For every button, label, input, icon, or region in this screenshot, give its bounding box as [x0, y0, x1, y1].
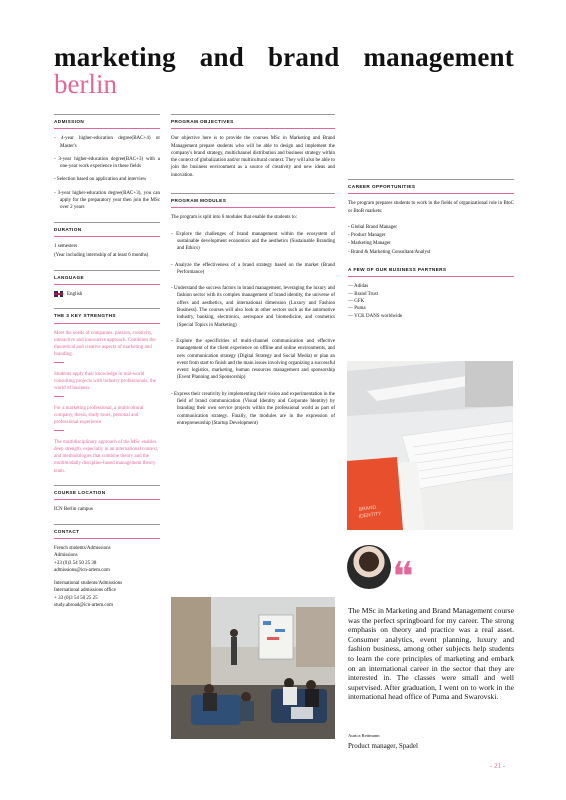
partner-item: — GFK [348, 298, 365, 304]
section-heading: CONTACT [54, 524, 160, 539]
language-value [54, 291, 160, 298]
partner-item: — Adidas [348, 284, 369, 290]
testimonial-text: The MSc in Marketing and Brand Management course was the perfect springboard for my career. The strong emphasis on theory and practice was a real asset. Consumer analytics, event planning, luxury and fashion business, among other subjects help students to learn the core principles of marketing and embark on an international career in the sector that they are interested in. The classes were small and well supervised. After graduation, I went on to work in the international head office of Puma and Swarovski. [348, 606, 514, 702]
divider [54, 396, 64, 397]
title-word: management [363, 42, 514, 72]
admission-section [54, 114, 160, 212]
section-heading: COURSE LOCATION [54, 485, 160, 500]
section-heading: ADMISSION [54, 114, 160, 129]
partner-item: — VCK DANS worldwide [348, 313, 403, 319]
testimonial-author: Aurica Reitmann [348, 733, 380, 738]
contact-line: French students/Admissions [54, 545, 111, 551]
partner-item: — Brand Trust [348, 291, 379, 297]
section-heading: PROGRAM MODULES [171, 193, 335, 208]
classroom-photo [171, 597, 335, 739]
career-item: - Global Brand Manager [348, 224, 398, 230]
classroom-illustration [171, 597, 335, 739]
list-item: - 3-year higher-education degree(BAC+3), you can apply for the preparatory year then join the MSc over 2 years [54, 190, 160, 211]
laptop-brand-book-photo [347, 361, 513, 530]
contact-line: Admissions [54, 553, 78, 559]
careers-intro: The program prepares students to work in the fields of organizational role in BtoC or BtoB markets: [348, 201, 514, 214]
page-subtitle: berlin [54, 69, 117, 99]
careers-section [348, 179, 514, 256]
right-column [348, 179, 514, 330]
career-item: - Product Manager [348, 233, 386, 239]
strengths-section [54, 308, 160, 475]
strength-item [54, 439, 160, 475]
contact-line: + 33 (0)3 54 50 25 25 [54, 595, 98, 601]
list-item: - 4-year higher-education degree(BAC+4) or Master's [54, 136, 160, 149]
divider [54, 430, 64, 431]
contact-email[interactable]: study.abroad@icn-artem.com [54, 603, 113, 609]
career-item: - Marketing Manager [348, 241, 391, 247]
list-item: - 3-year higher-education degree(BAC+3) with a one-year work experience in these fields [54, 156, 160, 170]
module-item: - Analyze the effectiveness of a brand strategy based on the market (Brand Performance) [171, 262, 335, 275]
section-heading: LANGUAGE [54, 270, 160, 285]
partner-item: — Puma [348, 306, 366, 312]
contact-line: International admissions office [54, 588, 116, 594]
page-title [54, 44, 514, 71]
contact-email[interactable]: admissions@icn-artem.com [54, 567, 110, 573]
objectives-section [171, 114, 335, 179]
career-item: - Brand & Marketing Consultant/Analyst [348, 249, 431, 255]
divider [54, 362, 64, 363]
modules-section [171, 193, 335, 427]
left-column [54, 114, 160, 619]
strength-item [54, 371, 160, 397]
partners-section [348, 266, 514, 320]
section-heading: A FEW OF OUR BUSINESS PARTNERS [348, 266, 514, 277]
language-label: English [67, 292, 83, 297]
middle-column [171, 114, 335, 437]
section-heading: THE 3 KEY STRENGTHS [54, 308, 160, 323]
strength-text: Students apply their knowledge in real-world consulting projects with industry professionals, the world of business. [54, 371, 156, 392]
list-item: 1 semesters [54, 243, 78, 249]
strength-item [54, 330, 160, 363]
laptop-illustration [347, 361, 513, 530]
strength-text: Meet the needs of companies: passion, creativity, interactive and innovative approach. Combines the theoretical and creative aspects of marketing and branding. [54, 330, 156, 358]
strength-item [54, 405, 160, 431]
language-section [54, 270, 160, 299]
testimonial-role: Product manager, Spadel [348, 742, 418, 750]
quote-mark-icon: ❛❛ [392, 554, 410, 599]
list-item: (Year including internship of at least 6 months) [54, 253, 149, 259]
title-word: and [199, 42, 244, 72]
svg-text:BRAND: BRAND [358, 504, 377, 513]
section-heading: DURATION [54, 222, 160, 237]
contact-line: +33 (0)3 54 50 25 38 [54, 560, 97, 566]
title-word: marketing [54, 42, 176, 72]
location-value: ICN Berlin campus [54, 507, 93, 513]
strength-text: The multidisciplinary approach of the MSc enables deep strength, especially in an international context, and methodologies that combine theory and the multimodally discipline-based management theory team. [54, 439, 159, 474]
uk-flag-icon [54, 291, 63, 297]
list-item: - Selection based on application and interview [54, 177, 147, 183]
module-item: - Explore the specificities of multi-channel communication and effective management of the client experience on offline and online environments, and new communication strategy (Digital Strategy and Social Media) or plan an event from start to finish and the main issues involving organizing a successful event: logistics, marketing, human resources management and sponsorship (Event Planning and Sponsorship) [171, 338, 335, 381]
module-item: - Explore the challenges of brand management within the ecosystem of sustainable development economics and the aesthetics (Sustainable Branding and Ethics) [171, 231, 335, 252]
section-heading: CAREER OPPORTUNITIES [348, 179, 514, 194]
modules-intro: The program is split into 6 modules that enable the students to: [171, 215, 297, 221]
title-word: brand [267, 42, 340, 72]
module-item: - Understand the success factors in brand management, leveraging the luxury and fashion sector with its complex management of brand identity, the universe of offers and aesthetics, and international dimension (Luxury and Fashion Business). The courses will also look at other sectors such as the automotive industry, banking, electronics, aerospace and biomedicine, and cosmetics (Special Topics in Marketing) [171, 286, 335, 328]
location-section [54, 485, 160, 514]
module-item: - Express their creativity by implementing their vision and experimentation in the field of brand communication (Visual Identity and Corporate Identity) by branding their own service projects within the professional world as part of communication strategy. Finally, the modules are in the expression of entrepreneurship (Startup Development) [171, 391, 335, 426]
page-number: - 21 - [490, 762, 506, 770]
section-heading: PROGRAM OBJECTIVES [171, 114, 335, 129]
contact-line: International students/Admissions [54, 581, 123, 587]
duration-section [54, 222, 160, 260]
objectives-text: Our objective here is to provide the courses MSc in Marketing and Brand Management prepare students who will be able to design and implement the company's brand strategy, multichannel distribution and business strategy within the context of globalization and/or multicultural context. They will also be able to join the business environment as a source of creativity and new ideas and innovation. [171, 136, 335, 178]
svg-text:IDENTITY: IDENTITY [358, 510, 382, 520]
student-portrait [347, 545, 391, 589]
strength-text: For a marketing professional, a multicultural company, thesis, study tours, personal and professional experience. [54, 405, 144, 426]
contact-section [54, 524, 160, 610]
